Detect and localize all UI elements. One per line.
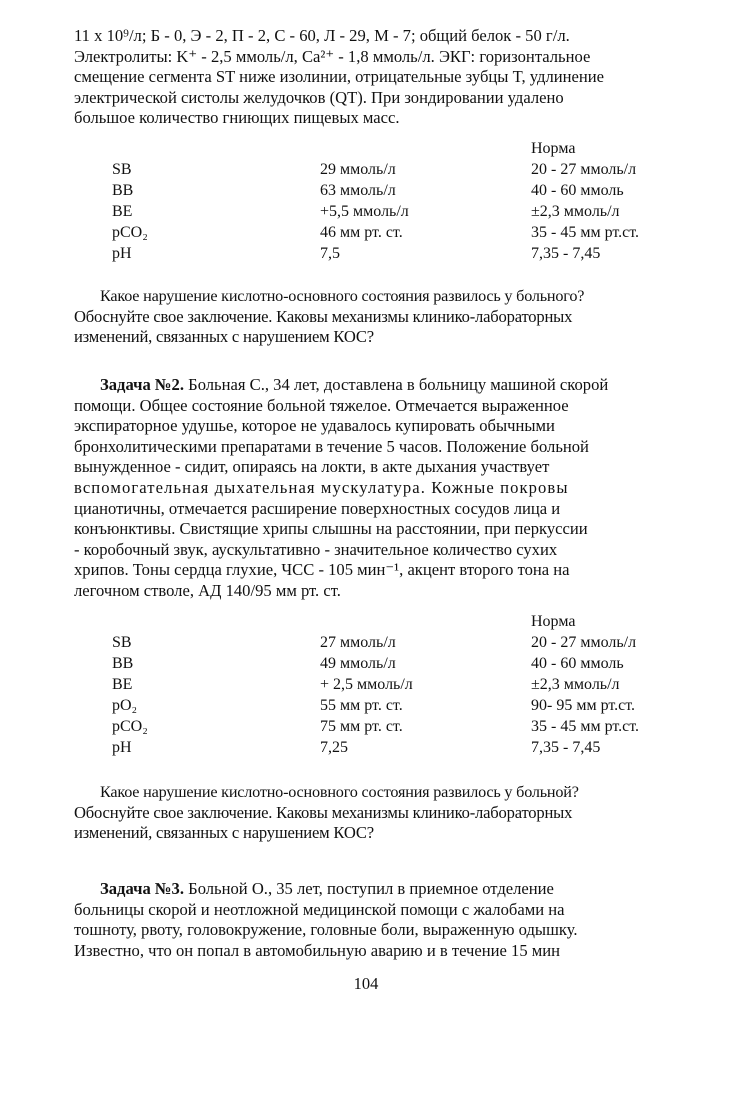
table-row — [74, 224, 658, 245]
text-line: электрической систолы желудочков (QT). При зондировании удалено — [74, 87, 564, 107]
lab-table-2 — [74, 613, 658, 760]
lab-name: pO₂ — [112, 697, 138, 714]
lab-value: 46 мм рт. ст. — [320, 224, 403, 241]
text-line: Электролиты: K⁺ - 2,5 ммоль/л, Ca²⁺ - 1,8 ммоль/л. ЭКГ: горизонтальное — [74, 46, 591, 66]
lab-name: SB — [112, 634, 132, 651]
table-row — [74, 739, 658, 760]
table-row — [74, 182, 658, 203]
text-line: - коробочный звук, аускультативно - значительное количество сухих — [74, 539, 558, 559]
lab-value: + 2,5 ммоль/л — [320, 676, 413, 693]
table-row — [74, 245, 658, 266]
question-line: изменений, связанных с нарушением КОС? — [74, 823, 374, 843]
lab-norm: 90- 95 мм рт.ст. — [531, 697, 636, 714]
lab-name: pCO₂ — [112, 224, 148, 241]
text-line: больницы скорой и неотложной медицинской помощи с жалобами на — [74, 899, 565, 919]
lab-value: 75 мм рт. ст. — [320, 718, 403, 735]
lab-name: BE — [112, 676, 133, 693]
text-line: вынужденное - сидит, опираясь на локти, в акте дыхания участвует — [74, 457, 550, 477]
text-line: тошноту, рвоту, головокружение, головные боли, выраженную одышку. — [74, 920, 578, 940]
lab-norm: 40 - 60 ммоль — [531, 182, 624, 199]
question-1 — [74, 286, 658, 348]
table-row — [74, 203, 658, 224]
lab-value: 7,25 — [320, 739, 348, 756]
lab-name: pH — [112, 739, 132, 756]
text-line: большое количество гниющих пищевых масс. — [74, 108, 400, 128]
lab-norm: ±2,3 ммоль/л — [531, 203, 620, 220]
text-line: легочном стволе, АД 140/95 мм рт. ст. — [74, 580, 341, 600]
norm-header-row — [74, 613, 658, 634]
text-line: бронхолитическими препаратами в течение 5 часов. Положение больной — [74, 436, 589, 456]
question-line: Какое нарушение кислотно-основного состояния развилось у больной? — [100, 783, 579, 801]
lab-norm: 7,35 - 7,45 — [531, 245, 601, 262]
lab-norm: 20 - 27 ммоль/л — [531, 634, 637, 651]
text-line: Известно, что он попал в автомобильную аварию и в течение 15 мин — [74, 940, 561, 960]
lab-value: 49 ммоль/л — [320, 655, 396, 672]
lab-name: pCO₂ — [112, 718, 148, 735]
lab-name: BB — [112, 182, 134, 199]
text-span: Больная С., 34 лет, доставлена в больницу машиной скорой — [184, 375, 609, 394]
lab-table-1 — [74, 140, 658, 266]
table-row — [74, 718, 658, 739]
question-2 — [74, 782, 658, 844]
lab-norm: 7,35 - 7,45 — [531, 739, 601, 756]
text-line: конъюнктивы. Свистящие хрипы слышны на расстоянии, при перкуссии — [74, 519, 588, 539]
lab-norm: ±2,3 ммоль/л — [531, 676, 620, 693]
table-row — [74, 634, 658, 655]
table-row — [74, 697, 658, 718]
lab-norm: 35 - 45 мм рт.ст. — [531, 718, 640, 735]
task-title: Задача №3. — [100, 879, 185, 898]
question-line: Обоснуйте свое заключение. Каковы механизмы клинико-лабораторных — [74, 802, 573, 822]
lab-value: 55 мм рт. ст. — [320, 697, 403, 714]
table-row — [74, 676, 658, 697]
task-first-line — [74, 375, 658, 396]
lab-value: 29 ммоль/л — [320, 161, 396, 178]
lab-norm: 20 - 27 ммоль/л — [531, 161, 637, 178]
lab-norm: 35 - 45 мм рт.ст. — [531, 224, 640, 241]
lab-name: SB — [112, 161, 132, 178]
task-first-line — [74, 879, 658, 900]
text-span: Больной О., 35 лет, поступил в приемное отделение — [184, 879, 554, 898]
norm-header-row — [74, 140, 658, 161]
table-row — [74, 655, 658, 676]
norm-header: Норма — [531, 140, 576, 157]
lab-value: 7,5 — [320, 245, 340, 262]
text-line: цианотичны, отмечается расширение поверхностных сосудов лица и — [74, 498, 561, 518]
text-line: помощи. Общее состояние больной тяжелое. Отмечается выраженное — [74, 395, 569, 415]
text-line: вспомогательная дыхательная мускулатура. Кожные покровы — [74, 477, 569, 497]
question-line: изменений, связанных с нарушением КОС? — [74, 327, 374, 347]
text-line: экспираторное удушье, которое не удавалось купировать обычными — [74, 416, 555, 436]
task-3 — [74, 879, 658, 961]
table-row — [74, 161, 658, 182]
lab-value: 63 ммоль/л — [320, 182, 396, 199]
page-number: 104 — [353, 974, 379, 993]
text-line: смещение сегмента ST ниже изолинии, отрицательные зубцы T, удлинение — [74, 67, 604, 87]
text-line: 11 x 10⁹/л; Б - 0, Э - 2, П - 2, С - 60, Л - 29, М - 7; общий белок - 50 г/л. — [74, 26, 570, 45]
lab-name: pH — [112, 245, 132, 262]
question-line: Какое нарушение кислотно-основного состояния развилось у больного? — [100, 287, 585, 305]
intro-paragraph — [74, 26, 658, 129]
lab-value: +5,5 ммоль/л — [320, 203, 409, 220]
task-title: Задача №2. — [100, 375, 185, 394]
question-line: Обоснуйте свое заключение. Каковы механизмы клинико-лабораторных — [74, 306, 573, 326]
norm-header: Норма — [531, 613, 576, 630]
lab-name: BB — [112, 655, 134, 672]
task-2 — [74, 375, 658, 602]
lab-value: 27 ммоль/л — [320, 634, 396, 651]
lab-name: BE — [112, 203, 133, 220]
lab-norm: 40 - 60 ммоль — [531, 655, 624, 672]
text-line: хрипов. Тоны сердца глухие, ЧСС - 105 мин⁻¹, акцент второго тона на — [74, 560, 570, 580]
